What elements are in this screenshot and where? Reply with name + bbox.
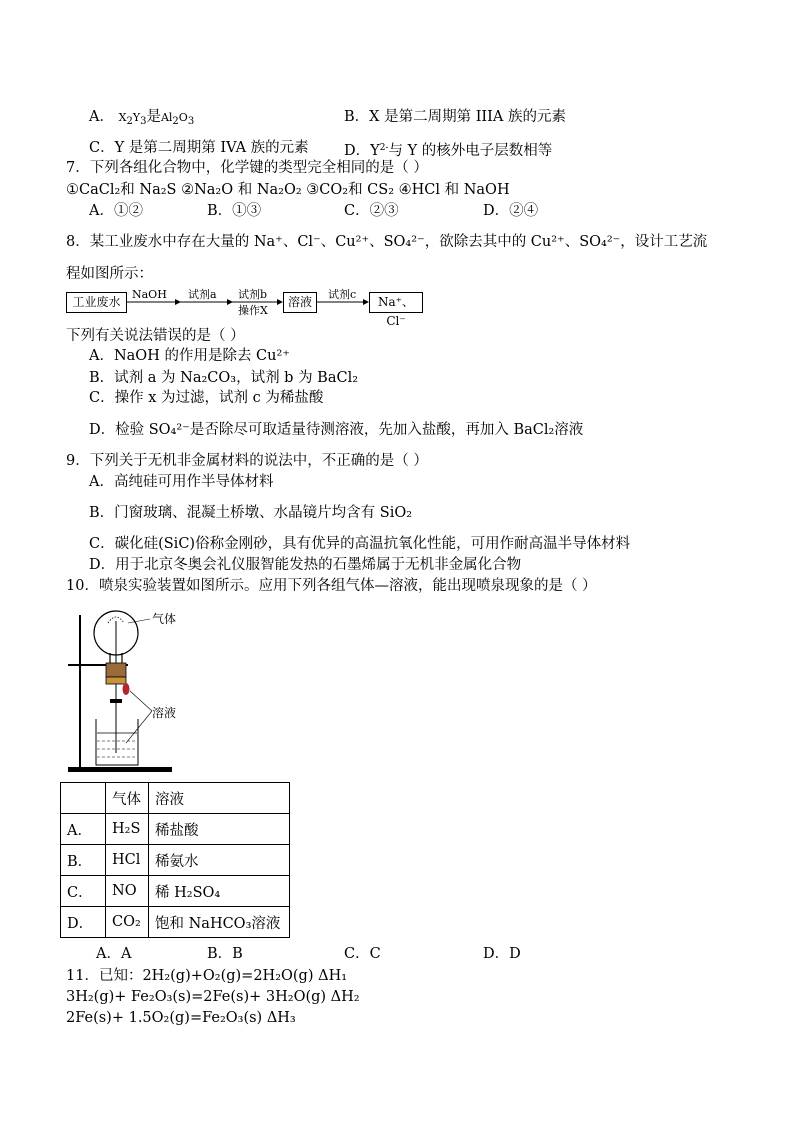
q8-stem-line2: 程如图所示： — [66, 266, 153, 282]
q8-stem-line1: 8．某工业废水中存在大量的 Na⁺、Cl⁻、Cu²⁺、SO₄²⁻，欲除去其中的 Cu²⁺、SO₄²⁻，设计工艺流 — [66, 234, 708, 250]
table-cell: 稀盐酸 — [149, 814, 290, 845]
q10-stem: 10．喷泉实验装置如图所示。应用下列各组气体—溶液，能出现喷泉现象的是（ ） — [66, 578, 597, 594]
q6-option-a: A． X2Y3是Al2O3 — [89, 109, 195, 127]
table-cell: 饱和 NaHCO₃溶液 — [149, 907, 290, 938]
q6-option-c: C．Y 是第二周期第 IVA 族的元素 — [89, 140, 309, 156]
q8-option-d: D．检验 SO₄²⁻是否除尽可取适量待测溶液，先加入盐酸，再加入 BaCl₂溶液 — [89, 422, 584, 438]
table-row — [61, 876, 290, 907]
q7-stem: 7．下列各组化合物中，化学键的类型完全相同的是（ ） — [66, 160, 428, 176]
table-cell: H₂S — [106, 814, 149, 845]
q8-question: 下列有关说法错误的是（ ） — [66, 328, 245, 344]
table-row — [61, 907, 290, 938]
flow-label-operation-x: 操作X — [238, 304, 268, 317]
flow-box-solution: 溶液 — [283, 292, 317, 313]
table-cell: B． — [61, 845, 106, 876]
flow-box-product: Na⁺、Cl⁻ — [369, 292, 423, 313]
q9-option-c: C．碳化硅(SiC)俗称金刚砂，具有优异的高温抗氧化性能，可用作耐高温半导体材料 — [89, 536, 631, 552]
table-cell: NO — [106, 876, 149, 907]
fountain-apparatus-figure — [66, 603, 186, 775]
q9-option-a: A．高纯硅可用作半导体材料 — [89, 474, 274, 490]
q10-option-c: C．C — [344, 946, 381, 962]
table-row — [61, 845, 290, 876]
table-header-row — [61, 783, 290, 814]
table-cell: D． — [61, 907, 106, 938]
q9-option-b: B．门窗玻璃、混凝土桥墩、水晶镜片均含有 SiO₂ — [89, 505, 413, 521]
flow-label-naoh: NaOH — [132, 288, 167, 301]
table-row — [61, 814, 290, 845]
table-cell: CO₂ — [106, 907, 149, 938]
q10-option-d: D．D — [483, 946, 521, 962]
table-header-cell: 气体 — [106, 783, 149, 814]
fig-label-gas: 气体 — [152, 612, 177, 626]
q10-option-a: A．A — [96, 946, 132, 962]
q9-option-d: D．用于北京冬奥会礼仪服智能发热的石墨烯属于无机非金属化合物 — [89, 557, 522, 573]
table-cell: C． — [61, 876, 106, 907]
fig-label-solution: 溶液 — [152, 706, 177, 720]
table-cell: 稀氨水 — [149, 845, 290, 876]
q10-option-b: B．B — [207, 946, 243, 962]
q7-items: ①CaCl₂和 Na₂S ②Na₂O 和 Na₂O₂ ③CO₂和 CS₂ ④HCl 和 NaOH — [66, 182, 510, 198]
flow-label-reagent-b: 试剂b — [238, 288, 268, 301]
table-header-cell: 溶液 — [149, 783, 290, 814]
table-cell: 稀 H₂SO₄ — [149, 876, 290, 907]
q7-option-d: D．②④ — [483, 203, 539, 219]
flow-box-wastewater: 工业废水 — [66, 292, 127, 313]
table-header-cell — [61, 783, 106, 814]
q11-line1: 11．已知：2H₂(g)+O₂(g)=2H₂O(g) ΔH₁ — [66, 968, 348, 984]
q11-line2: 3H₂(g)+ Fe₂O₃(s)=2Fe(s)+ 3H₂O(g) ΔH₂ — [66, 989, 360, 1005]
process-flow-diagram — [66, 288, 426, 328]
fountain-apparatus-drawing — [66, 603, 186, 775]
q8-option-a: A．NaOH 的作用是除去 Cu²⁺ — [89, 348, 290, 364]
q11-line3: 2Fe(s)+ 1.5O₂(g)=Fe₂O₃(s) ΔH₃ — [66, 1010, 296, 1026]
flow-label-reagent-c: 试剂c — [328, 288, 357, 301]
q6-option-d: D．$Y^{2-}$与 Y 的核外电子层数相等 — [344, 143, 553, 159]
flow-label-reagent-a: 试剂a — [188, 288, 217, 301]
q7-option-c: C．②③ — [344, 203, 399, 219]
q7-option-b: B．①③ — [207, 203, 262, 219]
table-cell: A． — [61, 814, 106, 845]
q7-option-a: A．①② — [89, 203, 143, 219]
q6-option-b: B．X 是第二周期第 IIIA 族的元素 — [344, 109, 566, 125]
gas-solution-table — [60, 782, 290, 938]
q8-option-c: C．操作 x 为过滤，试剂 c 为稀盐酸 — [89, 390, 324, 406]
q9-stem: 9．下列关于无机非金属材料的说法中，不正确的是（ ） — [66, 453, 428, 469]
table-cell: HCl — [106, 845, 149, 876]
q8-option-b: B．试剂 a 为 Na₂CO₃，试剂 b 为 BaCl₂ — [89, 370, 359, 386]
